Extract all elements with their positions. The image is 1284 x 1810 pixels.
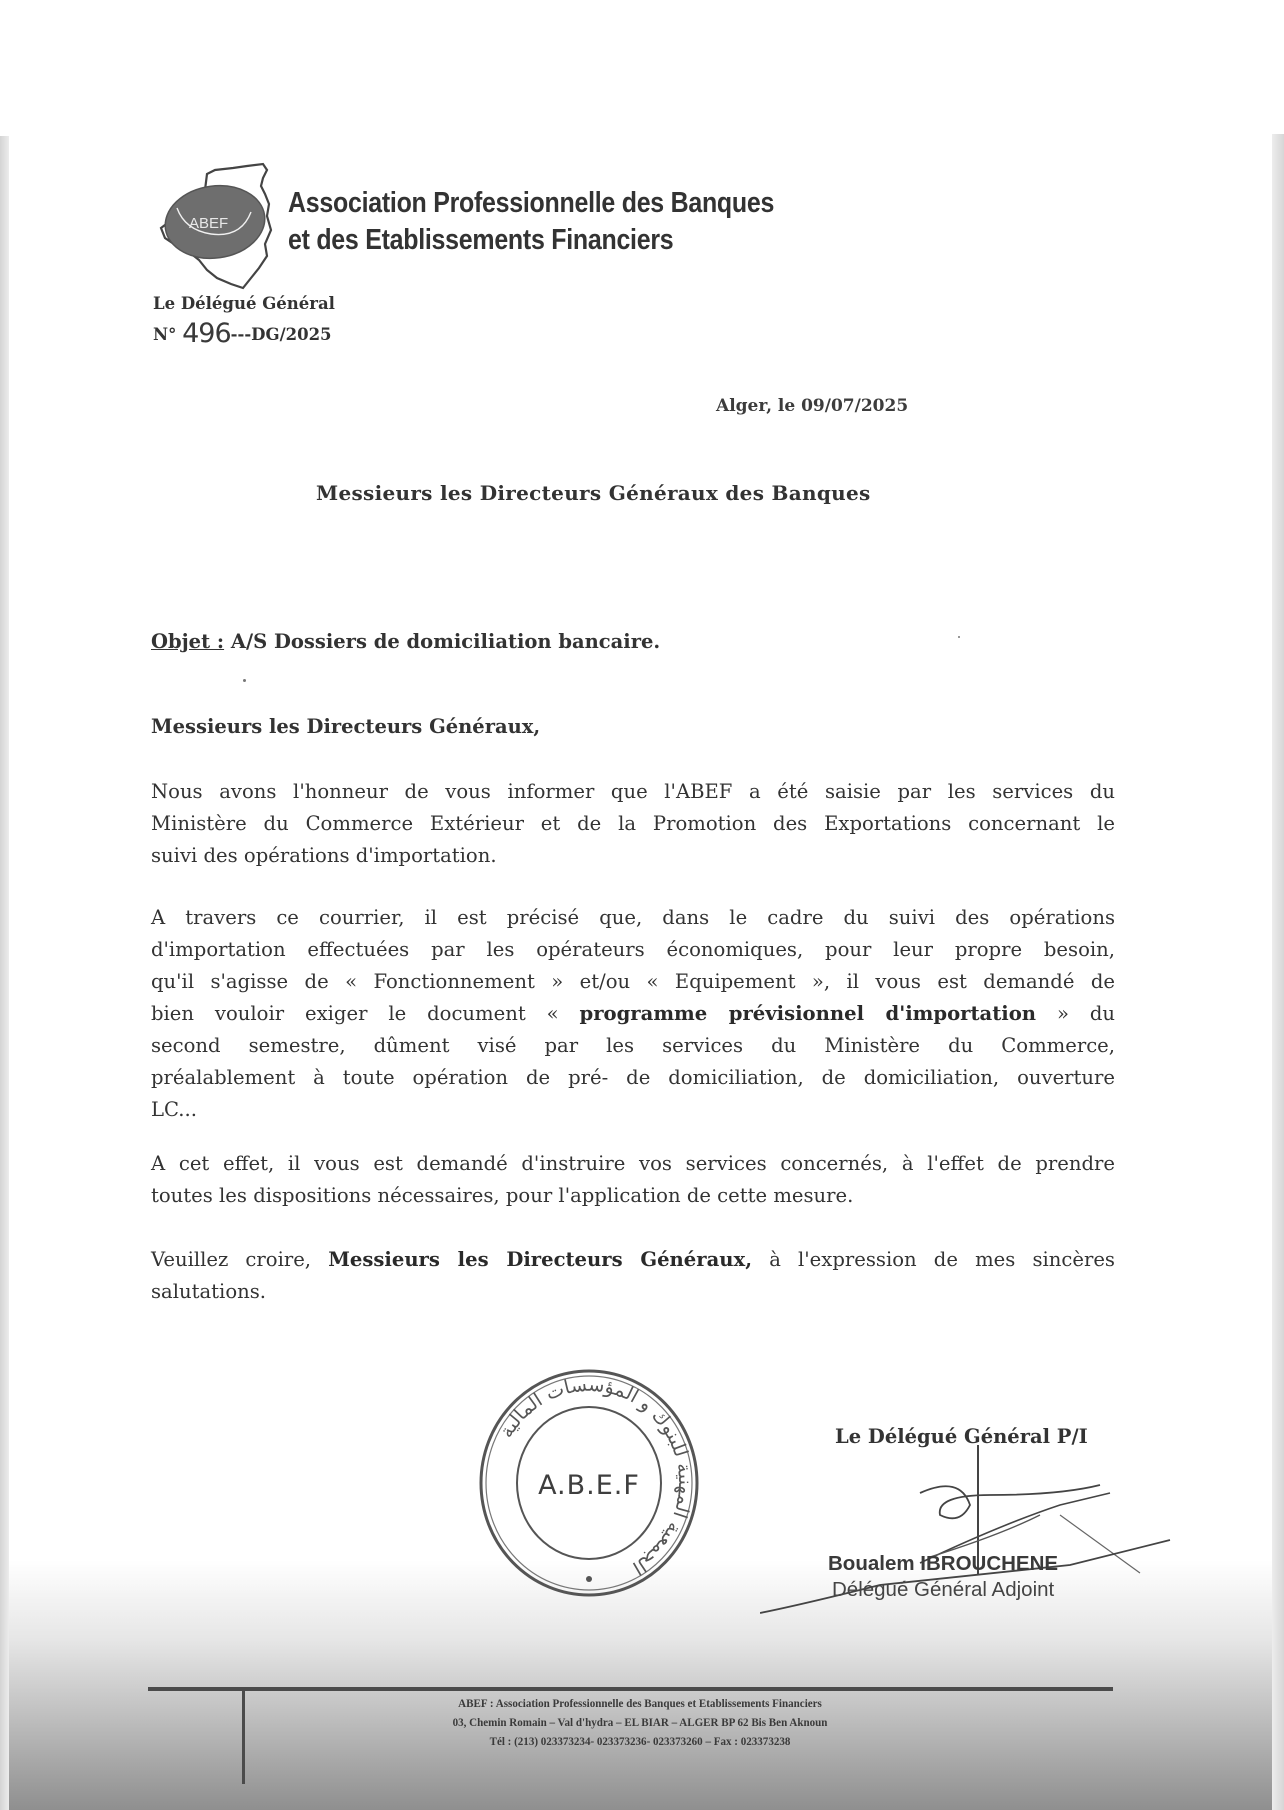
footer-divider	[148, 1687, 1113, 1691]
scan-speck	[243, 679, 246, 682]
page-edge-right	[1272, 134, 1284, 1810]
paragraph-line: Ministère du Commerce Extérieur et de la Promotion des Exportations concernant le	[151, 812, 1115, 835]
paragraph-2	[151, 902, 1115, 1126]
emphasis-document-name: programme prévisionnel d'importation	[579, 1002, 1037, 1025]
text-run: Veuillez croire,	[151, 1248, 329, 1271]
text-run: » du	[1036, 1002, 1116, 1025]
paragraph-line: qu'il s'agisse de « Fonctionnement » et/ou « Equipement », il vous est demandé de	[151, 970, 1115, 993]
paragraph-line: d'importation effectuées par les opérateurs économiques, pour leur propre besoin,	[151, 938, 1115, 961]
date-line: Alger, le 09/07/2025	[716, 396, 909, 416]
abef-stamp-icon	[478, 1367, 700, 1599]
object-line	[151, 630, 660, 653]
signatory-role: Délégué Général Adjoint	[832, 1578, 1055, 1601]
emphasis-addressee: Messieurs les Directeurs Généraux,	[328, 1248, 753, 1271]
footer-vertical-rule	[242, 1690, 245, 1784]
org-name-line2: et des Etablissements Financiers	[288, 224, 674, 256]
object-text: A/S Dossiers de domiciliation bancaire.	[224, 630, 661, 653]
signatory-title: Le Délégué Général P/I	[835, 1425, 1088, 1448]
paragraph-3	[151, 1148, 1115, 1212]
paragraph-line: A cet effet, il vous est demandé d'instruire vos services concernés, à l'effet de prendre	[151, 1152, 1115, 1175]
reference-prefix: N°	[153, 325, 177, 344]
salutation: Messieurs les Directeurs Généraux,	[151, 715, 541, 738]
paragraph-line	[151, 1244, 1115, 1276]
signatory-name: Boualem IBROUCHENE	[828, 1552, 1059, 1575]
paragraph-line: Nous avons l'honneur de vous informer que l'ABEF a été saisie par les services du	[151, 780, 1115, 803]
reference-suffix: ---DG/2025	[230, 325, 332, 344]
scan-speck	[958, 636, 960, 638]
stamp-ring-text: الجمعية المهنية للبنوك و المؤسسات المالية	[495, 1373, 697, 1579]
object-label: Objet :	[151, 630, 225, 653]
text-run: à l'expression de mes sincères	[752, 1248, 1115, 1271]
logo-text: ABEF	[189, 215, 229, 232]
footer-contact: Tél : (213) 023373234- 023373236- 023373260 – Fax : 023373238	[489, 1734, 791, 1748]
closing-paragraph	[151, 1244, 1115, 1308]
page-edge-left	[0, 136, 9, 1810]
org-name-line1: Association Professionnelle des Banques	[288, 187, 775, 219]
paragraph-line: suivi des opérations d'importation.	[151, 844, 497, 867]
paragraph-line: A travers ce courrier, il est précisé que, dans le cadre du suivi des opérations	[151, 906, 1115, 929]
footer-org-name: ABEF : Association Professionnelle des Banques et Etablissements Financiers	[458, 1696, 822, 1710]
abef-logo-icon	[155, 160, 290, 295]
footer-address: 03, Chemin Romain – Val d'hydra – EL BIAR – ALGER BP 62 Bis Ben Aknoun	[452, 1715, 828, 1729]
paragraph-line: LC...	[151, 1098, 197, 1121]
addressee: Messieurs les Directeurs Généraux des Banques	[316, 481, 871, 505]
reference-handwritten-number: 496	[182, 318, 231, 349]
paragraph-line	[151, 998, 1115, 1030]
paragraph-1	[151, 776, 1115, 872]
text-run: bien vouloir exiger le document «	[151, 1002, 580, 1025]
paragraph-line: second semestre, dûment visé par les services du Ministère du Commerce,	[151, 1034, 1115, 1057]
paragraph-line: préalablement à toute opération de pré- de domiciliation, de domiciliation, ouverture	[151, 1066, 1115, 1089]
paragraph-line: toutes les dispositions nécessaires, pour l'application de cette mesure.	[151, 1184, 854, 1207]
stamp-center-text: A.B.E.F	[538, 1470, 640, 1501]
sender-title: Le Délégué Général	[153, 294, 335, 313]
reference-number	[153, 316, 332, 347]
paragraph-line: salutations.	[151, 1280, 267, 1303]
